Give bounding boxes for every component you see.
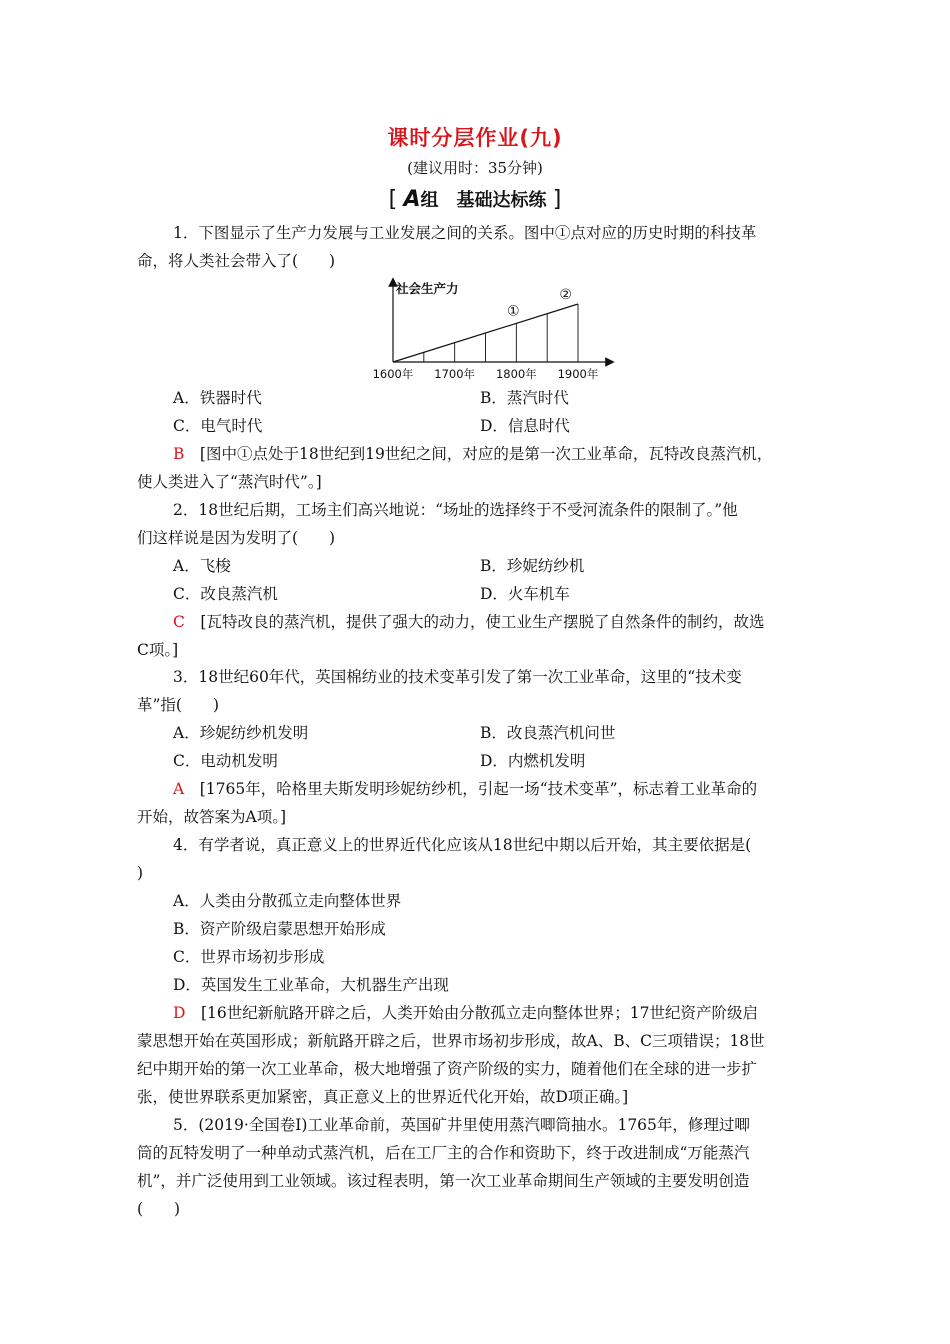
q2-answer: C [173,613,185,631]
q2-option-c: C．改良蒸汽机 [173,585,278,603]
group-heading [0,186,950,212]
group-letter: A [403,187,421,212]
q2-explanation-line2: C项。] [137,641,179,659]
q1-option-c: C．电气时代 [173,417,263,435]
q3-stem-line1: 3．18世纪60年代，英国棉纺业的技术变革引发了第一次工业革命，这里的“技术变 [173,668,742,686]
q3-explanation-line2: 开始，故答案为A项。] [137,808,286,826]
q2-explanation-line1 [173,611,764,633]
q3-explanation-text: [1765年，哈格里夫斯发明珍妮纺纱机，引起一场“技术变革”，标志着工业革命的 [199,780,758,798]
q4-stem-line2: ) [137,864,144,882]
q3-explanation-line1 [173,778,757,800]
q1-explanation-text: [图中①点处于18世纪到19世纪之间，对应的是第一次工业革命，瓦特改良蒸汽机， [199,445,773,463]
q4-stem-line1: 4．有学者说，真正意义上的世界近代化应该从18世纪中期以后开始，其主要依据是( [173,836,752,854]
q2-option-a: A．飞梭 [173,557,231,575]
q2-option-d: D．火车机车 [480,585,570,603]
q5-stem-line1: 5．(2019·全国卷Ⅰ)工业革命前，英国矿井里使用蒸汽唧筒抽水。1765年，修理过唧 [173,1116,750,1134]
q4-explanation-line3: 纪中期开始的第一次工业革命，极大地增强了资产阶级的实力，随着他们在全球的进一步扩 [137,1060,758,1078]
q4-answer: D [173,1004,186,1022]
q1-option-b: B．蒸汽时代 [480,389,569,407]
time-suggestion: (建议用时：35分钟) [407,159,543,177]
group-label: 组 基础达标练 [420,190,547,211]
q3-option-c: C．电动机发明 [173,752,278,770]
q4-option-b: B．资产阶级启蒙思想开始形成 [173,920,386,938]
q1-answer: B [173,445,185,463]
q3-option-d: D．内燃机发明 [480,752,586,770]
q2-stem-line2: 们这样说是因为发明了( ) [137,529,336,547]
q5-stem-line3: 机”，并广泛使用到工业领域。该过程表明，第一次工业革命期间生产领域的主要发明创造 [137,1172,750,1190]
q1-explanation-line2: 使人类进入了“蒸汽时代”。] [137,473,322,491]
q5-stem-line2: 筒的瓦特发明了一种单动式蒸汽机，后在工厂主的合作和资助下，终于改进制成“万能蒸汽 [137,1144,750,1162]
q5-stem-line4: ( ) [137,1200,181,1218]
x-tick-label: 1800年 [495,367,537,381]
group-bracket-right: ] [552,187,562,212]
q3-stem-line2: 革”指( ) [137,696,220,714]
x-tick-label: 1600年 [372,367,414,381]
x-tick-label: 1900年 [557,367,599,381]
point-label-1: ① [506,303,520,320]
y-axis-label: 社会生产力 [396,281,459,296]
q2-explanation-text: [瓦特改良的蒸汽机，提供了强大的动力，使工业生产摆脱了自然条件的制约，故选 [200,613,765,631]
group-bracket-left: [ [388,187,398,212]
q4-option-c: C．世界市场初步形成 [173,948,325,966]
q1-option-a: A．铁器时代 [173,389,262,407]
q3-option-a: A．珍妮纺纱机发明 [173,724,309,742]
q2-stem-line1: 2．18世纪后期，工场主们高兴地说：“场址的选择终于不受河流条件的限制了。”他 [173,501,738,519]
q1-stem-line2: 命，将人类社会带入了( ) [137,252,336,270]
q4-option-a: A．人类由分散孤立走向整体世界 [173,892,402,910]
q3-answer: A [173,780,185,798]
q4-explanation-line1 [173,1002,758,1024]
x-tick-label: 1700年 [434,367,476,381]
productivity-chart [360,276,620,384]
q4-explanation-line4: 张，使世界联系更加紧密，真正意义上的世界近代化开始，故D项正确。] [137,1088,629,1106]
q4-option-d: D．英国发生工业革命，大机器生产出现 [173,976,449,994]
page-title: 课时分层作业(九) [387,126,563,150]
q1-stem-line1: 1．下图显示了生产力发展与工业发展之间的关系。图中①点对应的历史时期的科技革 [173,224,757,242]
q3-option-b: B．改良蒸汽机问世 [480,724,616,742]
q4-explanation-text: [16世纪新航路开辟之后，人类开始由分散孤立走向整体世界；17世纪资产阶级启 [200,1004,758,1022]
q4-explanation-line2: 蒙思想开始在英国形成；新航路开辟之后，世界市场初步形成，故A、B、C三项错误；18世 [137,1032,765,1050]
q2-option-b: B．珍妮纺纱机 [480,557,585,575]
q1-option-d: D．信息时代 [480,417,570,435]
point-label-2: ② [559,286,572,303]
q1-explanation-line1 [173,443,772,465]
